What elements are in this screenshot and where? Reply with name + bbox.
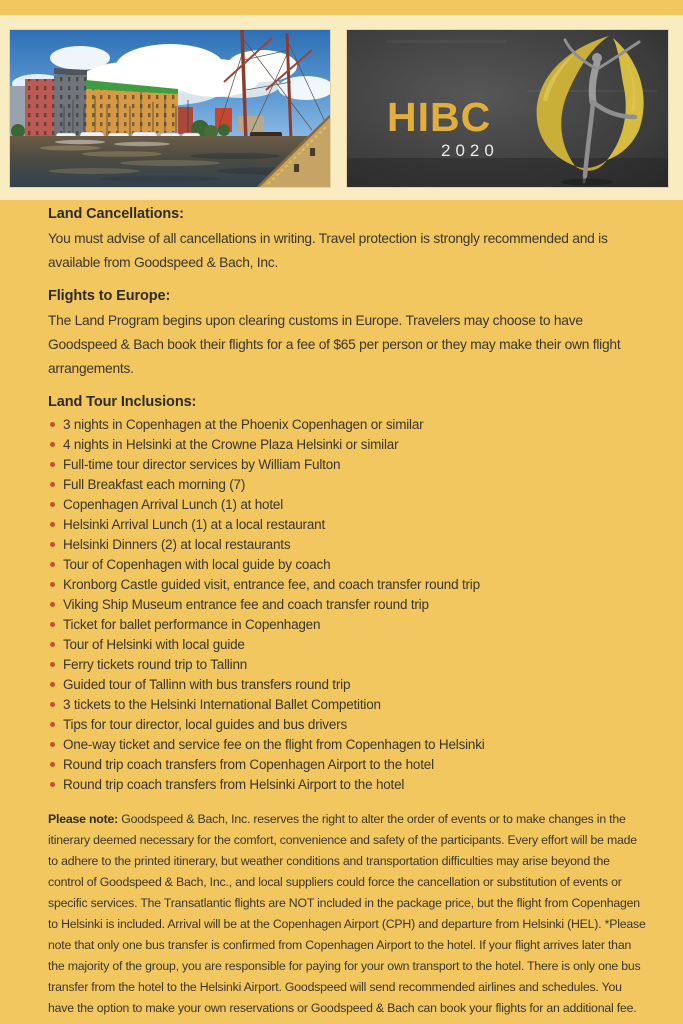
bullet-icon bbox=[50, 582, 55, 587]
inclusion-item-text: Round trip coach transfers from Copenhagen Airport to the hotel bbox=[63, 757, 434, 772]
inclusion-item-text: Tour of Helsinki with local guide bbox=[63, 637, 245, 652]
bullet-icon bbox=[50, 622, 55, 627]
bullet-icon bbox=[50, 782, 55, 787]
hibc-year-text: 2020 bbox=[441, 141, 499, 160]
inclusion-item-text: Ticket for ballet performance in Copenhagen bbox=[63, 617, 321, 632]
inclusion-item bbox=[48, 455, 648, 475]
section-heading: Flights to Europe: bbox=[48, 288, 171, 304]
inclusion-item bbox=[48, 415, 648, 435]
inclusion-item bbox=[48, 675, 648, 695]
hibc-title-text: HIBC bbox=[387, 94, 492, 140]
section-paragraph: The Land Program begins upon clearing customs in Europe. Travelers may choose to have Goodspeed & Bach book their flights for a fee of $65 per person or they may make their own flight arrangements. bbox=[48, 313, 621, 376]
inclusion-item bbox=[48, 555, 648, 575]
inclusion-item-text: Helsinki Dinners (2) at local restaurants bbox=[63, 537, 291, 552]
inclusion-item bbox=[48, 615, 648, 635]
hero-band bbox=[0, 15, 683, 200]
bullet-icon bbox=[50, 502, 55, 507]
fine-print-note bbox=[48, 809, 648, 1019]
bullet-icon bbox=[50, 762, 55, 767]
inclusion-item bbox=[48, 715, 648, 735]
inclusion-item-text: Round trip coach transfers from Helsinki Airport to the hotel bbox=[63, 777, 405, 792]
inclusion-item-text: Tour of Copenhagen with local guide by coach bbox=[63, 557, 331, 572]
content-area bbox=[48, 206, 648, 1019]
inclusion-item-text: Full Breakfast each morning (7) bbox=[63, 477, 246, 492]
section-heading: Land Cancellations: bbox=[48, 206, 184, 222]
note-label: Please note: bbox=[48, 812, 119, 826]
bullet-icon bbox=[50, 422, 55, 427]
inclusion-item bbox=[48, 575, 648, 595]
inclusion-item bbox=[48, 475, 648, 495]
inclusion-item bbox=[48, 595, 648, 615]
inclusion-item bbox=[48, 535, 648, 555]
bullet-icon bbox=[50, 722, 55, 727]
bullet-icon bbox=[50, 522, 55, 527]
bullet-icon bbox=[50, 662, 55, 667]
inclusion-item bbox=[48, 495, 648, 515]
section-flights-to-europe bbox=[48, 288, 648, 381]
bullet-icon bbox=[50, 482, 55, 487]
inclusion-item bbox=[48, 755, 648, 775]
inclusion-item-text: 4 nights in Helsinki at the Crowne Plaza Helsinki or similar bbox=[63, 437, 399, 452]
inclusion-item bbox=[48, 695, 648, 715]
bullet-icon bbox=[50, 542, 55, 547]
inclusion-item-text: Tips for tour director, local guides and bus drivers bbox=[63, 717, 347, 732]
hibc-logo-image bbox=[347, 30, 668, 187]
bullet-icon bbox=[50, 462, 55, 467]
note-text: Goodspeed & Bach, Inc. reserves the right to alter the order of events or to make changes in the itinerary deemed necessary for the comfort, convenience and safety of the participants. Every effort will be made to adhere to the printed itinerary, but weather conditions and transportation difficulties may arise beyond the control of Goodspeed & Bach, Inc., and local suppliers could force the cancellation or substitution of events or specific services. The Transatlantic flights are NOT included in the package price, but the flight from Copenhagen to Helsinki is included. Arrival will be at the Copenhagen Airport (CPH) and departure from Helsinki (HEL). *Please note that only one bus transfer is confirmed from Copenhagen Airport to the hotel. If your flight arrives later than the majority of the group, you are responsible for paying for your own transport to the hotel. There is only one bus transfer from the hotel to the Helsinki Airport. Goodspeed will send recommended airlines and schedules. You have the option to make your own reservations or Goodspeed & Bach can book your flights for an additional fee. bbox=[48, 812, 646, 1015]
inclusion-item-text: Copenhagen Arrival Lunch (1) at hotel bbox=[63, 497, 283, 512]
inclusion-item-text: 3 nights in Copenhagen at the Phoenix Copenhagen or similar bbox=[63, 417, 424, 432]
section-paragraph: You must advise of all cancellations in writing. Travel protection is strongly recommended and is available from Goodspeed & Bach, Inc. bbox=[48, 231, 608, 270]
inclusion-item-text: 3 tickets to the Helsinki International Ballet Competition bbox=[63, 697, 381, 712]
bullet-icon bbox=[50, 702, 55, 707]
bullet-icon bbox=[50, 562, 55, 567]
inclusion-item-text: Ferry tickets round trip to Tallinn bbox=[63, 657, 248, 672]
inclusion-item bbox=[48, 635, 648, 655]
bullet-icon bbox=[50, 602, 55, 607]
harbor-photo-illustration bbox=[10, 30, 330, 187]
section-land-tour-inclusions bbox=[48, 394, 648, 795]
inclusion-item bbox=[48, 655, 648, 675]
bullet-icon bbox=[50, 742, 55, 747]
inclusion-item bbox=[48, 435, 648, 455]
inclusion-item-text: Kronborg Castle guided visit, entrance fee, and coach transfer round trip bbox=[63, 577, 480, 592]
bullet-icon bbox=[50, 682, 55, 687]
inclusion-item bbox=[48, 735, 648, 755]
section-heading: Land Tour Inclusions: bbox=[48, 394, 197, 410]
bullet-icon bbox=[50, 442, 55, 447]
inclusion-item-text: Full-time tour director services by William Fulton bbox=[63, 457, 341, 472]
inclusion-item bbox=[48, 515, 648, 535]
inclusion-item-text: Viking Ship Museum entrance fee and coach transfer round trip bbox=[63, 597, 429, 612]
bullet-icon bbox=[50, 642, 55, 647]
hibc-logo-illustration bbox=[347, 30, 668, 187]
inclusions-list bbox=[48, 415, 648, 795]
harbor-photo bbox=[10, 30, 330, 187]
inclusion-item-text: One-way ticket and service fee on the flight from Copenhagen to Helsinki bbox=[63, 737, 485, 752]
inclusion-item bbox=[48, 775, 648, 795]
inclusion-item-text: Helsinki Arrival Lunch (1) at a local restaurant bbox=[63, 517, 326, 532]
section-land-cancellations bbox=[48, 206, 648, 275]
inclusion-item-text: Guided tour of Tallinn with bus transfers round trip bbox=[63, 677, 351, 692]
